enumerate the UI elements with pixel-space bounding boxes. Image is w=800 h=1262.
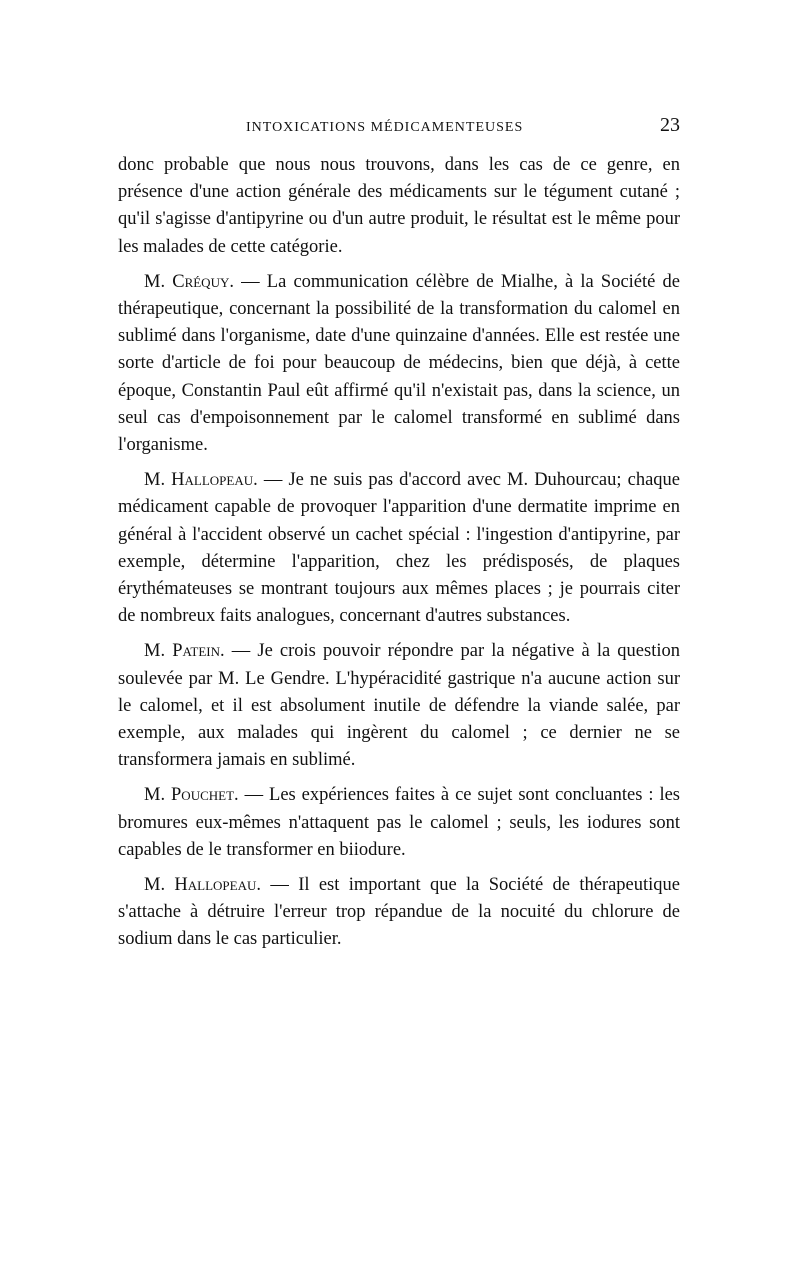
- paragraph-text: — Je crois pouvoir répondre par la négative à la question soulevée par M. Le Gendre. L'hypéracidité gastrique n'a aucune action sur le calomel, et il est absolument inutile de défendre la viande salée, par exemple, aux malades qui ingèrent du calomel ; ce dernier ne se transformera jamais en sublimé.: [118, 641, 680, 771]
- paragraph-hallopeau: [118, 467, 680, 630]
- speaker-name: M. Pouchet.: [144, 785, 239, 806]
- speaker-name: M. Patein.: [144, 641, 225, 662]
- running-header: [118, 110, 680, 146]
- paragraph-pouchet: [118, 782, 680, 864]
- book-page: [118, 110, 680, 962]
- speaker-name: M. Hallopeau.: [144, 470, 258, 491]
- paragraph-text: — La communication célèbre de Mialhe, à la Société de thérapeutique, concernant la possibilité de la transformation du calomel en sublimé dans l'organisme, date d'une quinzaine d'années. Elle est restée une sorte d'article de foi pour beaucoup de médecins, bien que déjà, à cette époque, Constantin Paul eût affirmé qu'il n'existait pas, dans la science, un seul cas d'empoisonnement par le calomel transformé en sublimé dans l'organisme.: [118, 271, 680, 456]
- paragraph-text: — Il est important que la Société de thérapeutique s'attache à détruire l'erreur trop répandue de la nocuité du chlorure de sodium dans le cas particulier.: [118, 875, 681, 950]
- paragraph-text: — Je ne suis pas d'accord avec M. Duhourcau; chaque médicament capable de provoquer l'apparition d'une dermatite imprime en général à l'accident observé un cachet spécial : l'ingestion d'antipyrine, par exemple, détermine l'apparition, chez les prédisposés, de plaques érythémateuses se montrant toujours aux mêmes places ; je pourrais citer de nombreux faits analogues, concernant d'autres substances.: [118, 470, 681, 627]
- page-number: 23: [660, 114, 680, 136]
- body-text: [118, 152, 680, 954]
- paragraph-hallopeau-2: [118, 872, 680, 954]
- paragraph-patein: [118, 638, 680, 774]
- speaker-name: M. Créquy.: [144, 271, 234, 292]
- paragraph-text: donc probable que nous nous trouvons, dans les cas de ce genre, en présence d'une action générale des médicaments sur le tégument cutané ; qu'il s'agisse d'antipyrine ou d'un autre produit, le résultat est le même pour les malades de cette catégorie.: [118, 155, 680, 257]
- speaker-name: M. Hallopeau.: [144, 875, 262, 896]
- paragraph-crequy: [118, 269, 680, 459]
- paragraph-text: — Les expériences faites à ce sujet sont concluantes : les bromures eux-mêmes n'attaquent pas le calomel ; seuls, les iodures sont capables de le transformer en biiodure.: [118, 785, 680, 860]
- paragraph-continuation: [118, 152, 680, 261]
- running-title: INTOXICATIONS MÉDICAMENTEUSES: [246, 120, 524, 135]
